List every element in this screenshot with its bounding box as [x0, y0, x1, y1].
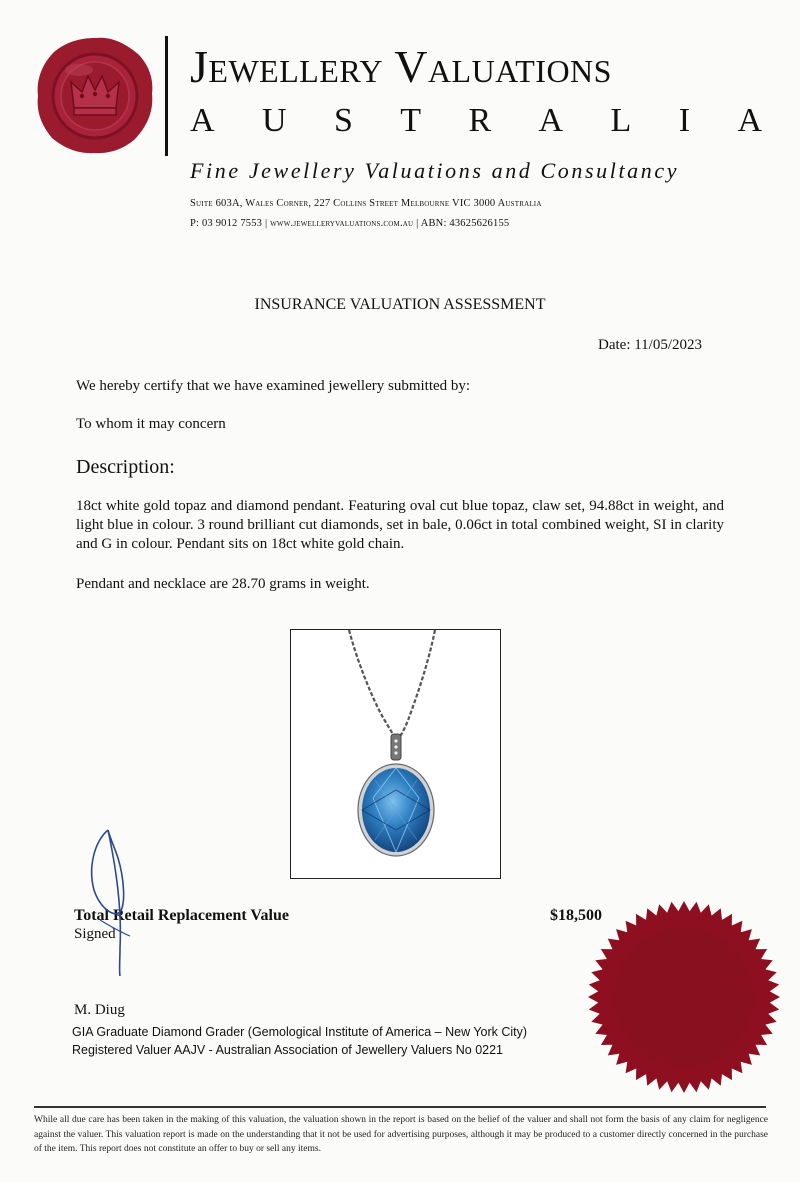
- pendant-photo: [290, 629, 501, 879]
- brand-subtitle: [190, 102, 762, 140]
- crown-wax-seal-logo: [34, 34, 156, 156]
- brand-subtitle-letter: T: [400, 102, 422, 139]
- tagline: Fine Jewellery Valuations and Consultancy: [190, 158, 680, 183]
- brand-subtitle-letter: A: [538, 102, 564, 139]
- item-weight: Pendant and necklace are 28.70 grams in weight.: [76, 576, 370, 592]
- brand-subtitle-letter: R: [468, 102, 492, 139]
- footer-divider: [34, 1106, 766, 1108]
- brand-subtitle-letter: A: [737, 102, 762, 139]
- brand-subtitle-letter: A: [190, 102, 215, 139]
- red-foil-seal: [586, 896, 782, 1098]
- recipient: To whom it may concern: [76, 416, 226, 432]
- document-date: Date: 11/05/2023: [598, 337, 703, 353]
- valuer-credential-gia: GIA Graduate Diamond Grader (Gemological Institute of America – New York City): [72, 1025, 528, 1039]
- description-heading: Description:: [76, 456, 175, 478]
- brand-subtitle-letter: I: [678, 102, 691, 139]
- header-divider: [165, 36, 168, 156]
- document-title: INSURANCE VALUATION ASSESSMENT: [254, 296, 546, 313]
- address-line: Suite 603A, Wales Corner, 227 Collins Street Melbourne VIC 3000 Australia: [190, 198, 542, 209]
- total-replacement-value: $18,500: [550, 907, 602, 924]
- contact-line: P: 03 9012 7553 | www.jewelleryvaluations.com.au | ABN: 43625626155: [190, 218, 510, 229]
- brand-subtitle-letter: S: [333, 102, 353, 139]
- brand-title: Jewellery Valuations: [190, 41, 612, 92]
- valuer-credential-aajv: Registered Valuer AAJV - Australian Association of Jewellery Valuers No 0221: [72, 1043, 504, 1057]
- disclaimer: While all due care has been taken in the making of this valuation, the valuation shown in the report is based on the belief of the valuer and shall not form the basis of any claim for negligence against the valuer. This valuation report is made on the understanding that it not be used for advertising purposes, although it may be produced to a customer directly concerned in the purchase of the item. This report does not constitute an offer to buy or sell any items.: [34, 1115, 768, 1154]
- brand-subtitle-letter: U: [261, 102, 287, 139]
- item-description: 18ct white gold topaz and diamond pendant. Featuring oval cut blue topaz, claw set, 94.88ct in weight, and light blue in colour. 3 round brilliant cut diamonds, set in bale, 0.06ct in total combined weight, SI in clarity and G in colour. Pendant sits on 18ct white gold chain.: [76, 498, 724, 552]
- signed-label: Signed: [74, 926, 116, 942]
- valuer-name: M. Diug: [74, 1002, 125, 1018]
- total-replacement-value-label: Total Retail Replacement Value: [74, 907, 289, 924]
- certify-statement: We hereby certify that we have examined jewellery submitted by:: [76, 378, 471, 394]
- pendant-image: [291, 630, 500, 878]
- brand-subtitle-letter: L: [610, 102, 632, 139]
- handwritten-signature: [86, 828, 136, 978]
